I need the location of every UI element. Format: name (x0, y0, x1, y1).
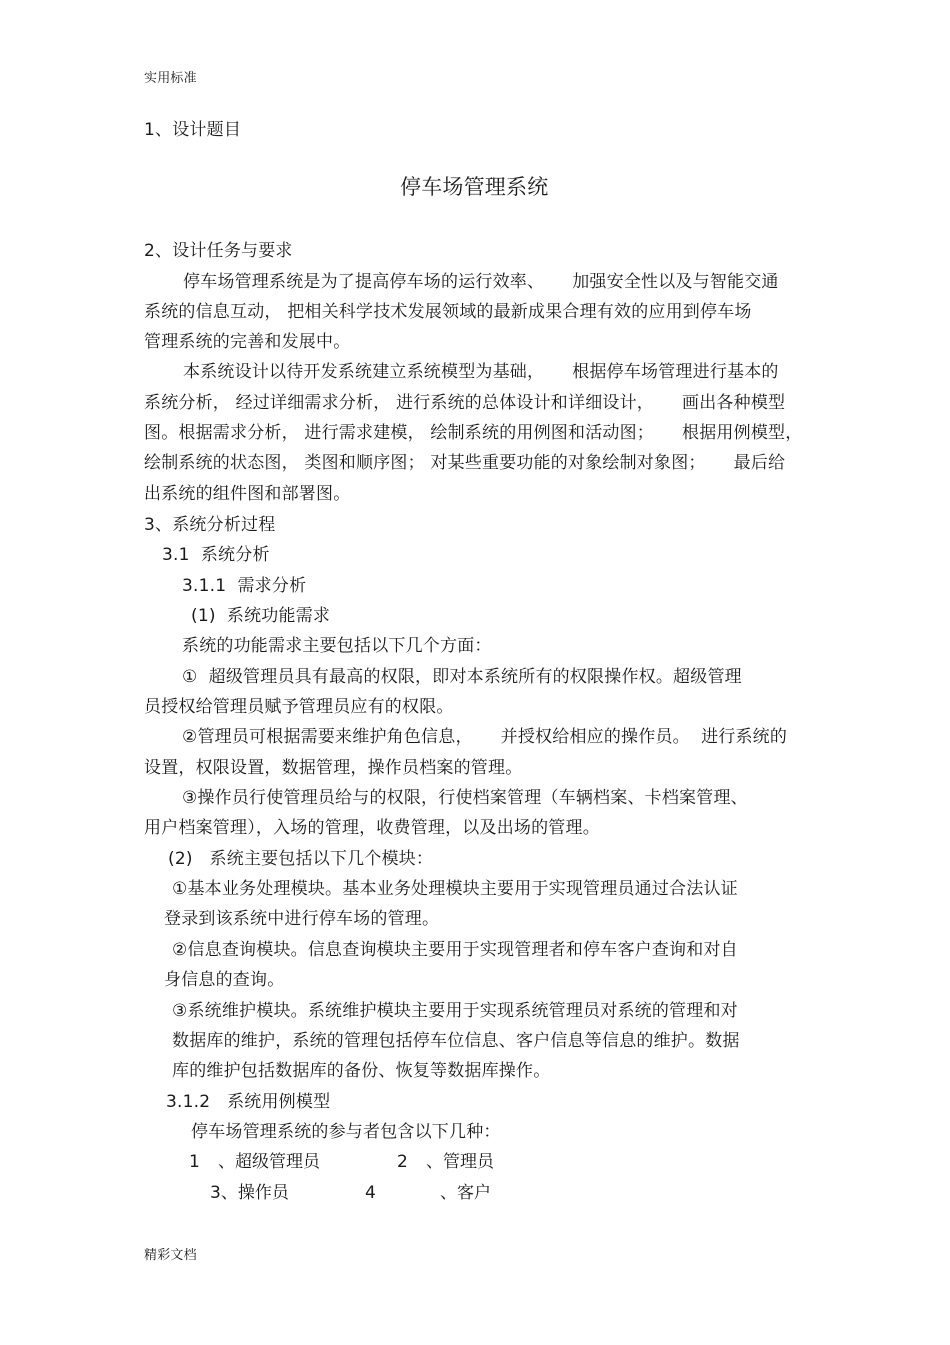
actor-2-label: 、管理员 (426, 1152, 494, 1172)
actor-2-number: 2 (397, 1152, 408, 1172)
paragraph-1-line: 系统的信息互动， 把相关科学技术发展领域的最新成果合理有效的应用到停车场 (144, 302, 752, 322)
actor-1-label: 、超级管理员 (218, 1152, 320, 1172)
actors-intro: 停车场管理系统的参与者包含以下几种： (191, 1122, 501, 1142)
module-1-line: 登录到该系统中进行停车场的管理。 (164, 909, 440, 929)
requirement-item-2-line: ②管理员可根据需要来维护角色信息， 并授权给相应的操作员。 进行系统的 (182, 727, 788, 747)
page-header: 实用标准 (144, 71, 197, 86)
actor-1-number: 1 (189, 1152, 200, 1172)
module-2-line: 身信息的查询。 (164, 970, 285, 990)
requirement-item-3-line: 用户档案管理），入场的管理，收费管理，以及出场的管理。 (144, 818, 600, 838)
actor-4-number: 4 (365, 1183, 376, 1203)
paragraph-2-line: 系统分析， 经过详细需求分析， 进行系统的总体设计和详细设计， 画出各种模型 (144, 393, 786, 413)
paragraph-1-line: 管理系统的完善和发展中。 (144, 332, 351, 352)
paragraph-2-line: 出系统的组件图和部署图。 (144, 484, 351, 504)
subsection-heading-3-1-2: 3.1.2 系统用例模型 (166, 1092, 331, 1112)
section-heading-1: 1、设计题目 (144, 120, 242, 140)
module-3-line: 数据库的维护，系统的管理包括停车位信息、客户信息等信息的维护。数据 (172, 1031, 740, 1051)
module-3-line: 库的维护包括数据库的备份、恢复等数据库操作。 (172, 1061, 551, 1081)
requirement-item-1-line: 员授权给管理员赋予管理员应有的权限。 (144, 697, 454, 717)
paragraph-2-line: 绘制系统的状态图， 类图和顺序图； 对某些重要功能的对象绘制对象图； 最后给 (144, 453, 786, 473)
page-footer: 精彩文档 (144, 1248, 197, 1263)
actor-4-label: 、客户 (440, 1183, 491, 1203)
module-3-line: ③系统维护模块。系统维护模块主要用于实现系统管理员对系统的管理和对 (172, 1001, 738, 1021)
requirement-item-2-line: 设置，权限设置，数据管理，操作员档案的管理。 (144, 758, 523, 778)
requirement-heading-1: (1) 系统功能需求 (191, 606, 331, 626)
requirement-item-1-line: ① 超级管理员具有最高的权限，即对本系统所有的权限操作权。超级管理 (182, 667, 742, 687)
paragraph-2-line: 图。根据需求分析， 进行需求建模， 绘制系统的用例图和活动图； 根据用例模型， (144, 423, 803, 443)
section-heading-2: 2、设计任务与要求 (144, 241, 293, 261)
module-2-line: ②信息查询模块。信息查询模块主要用于实现管理者和停车客户查询和对自 (172, 940, 738, 960)
section-heading-3: 3、系统分析过程 (144, 515, 276, 535)
requirement-item-3-line: ③操作员行使管理员给与的权限，行使档案管理（车辆档案、卡档案管理、 (182, 788, 748, 808)
paragraph-1-line: 停车场管理系统是为了提高停车场的运行效率、 加强安全性以及与智能交通 (183, 272, 779, 292)
subsection-heading-3-1-1: 3.1.1 需求分析 (182, 576, 307, 596)
requirement-intro: 系统的功能需求主要包括以下几个方面： (182, 636, 492, 656)
paragraph-2-line: 本系统设计以待开发系统建立系统模型为基础， 根据停车场管理进行基本的 (183, 362, 779, 382)
actor-3-label: 3、操作员 (210, 1183, 289, 1203)
document-title: 停车场管理系统 (400, 175, 549, 199)
subsection-heading-3-1: 3.1 系统分析 (162, 545, 270, 565)
requirement-heading-2: (2) 系统主要包括以下几个模块： (168, 849, 434, 869)
module-1-line: ①基本业务处理模块。基本业务处理模块主要用于实现管理员通过合法认证 (172, 879, 738, 899)
